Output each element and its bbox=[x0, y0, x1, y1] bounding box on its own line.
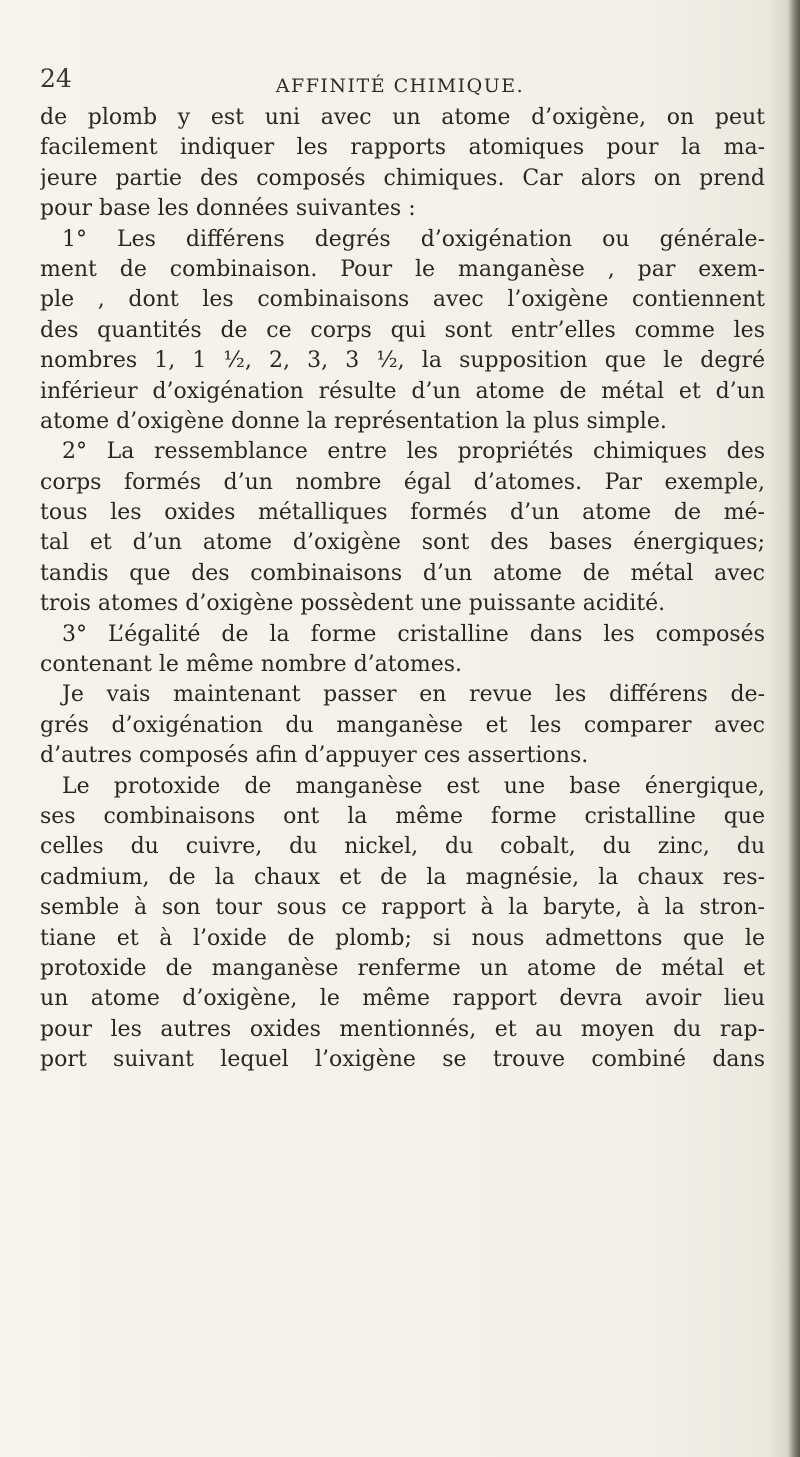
text-line: inférieur d’oxigénation résulte d’un atome de métal et d’un bbox=[40, 378, 765, 404]
text-line: pour base les données suivantes : bbox=[40, 196, 416, 222]
text-line: tal et d’un atome d’oxigène sont des bases énergiques; bbox=[40, 530, 765, 556]
text-line: 1° Les différens degrés d’oxigénation ou générale- bbox=[62, 226, 765, 252]
text-line: jeure partie des composés chimiques. Car alors on prend bbox=[40, 165, 765, 191]
text-line: semble à son tour sous ce rapport à la baryte, à la stron- bbox=[40, 895, 765, 921]
text-line: pour les autres oxides mentionnés, et au moyen du rap- bbox=[40, 1016, 765, 1042]
text-line: port suivant lequel l’oxigène se trouve combiné dans bbox=[40, 1047, 765, 1073]
body-text bbox=[40, 103, 765, 1076]
text-line: 3° L’égalité de la forme cristalline dans les composés bbox=[62, 621, 765, 647]
text-line: nombres 1, 1 ½, 2, 3, 3 ½, la supposition que le degré bbox=[40, 348, 765, 374]
text-line: d’autres composés afin d’appuyer ces assertions. bbox=[40, 743, 589, 769]
text-line: contenant le même nombre d’atomes. bbox=[40, 652, 463, 678]
text-line: de plomb y est uni avec un atome d’oxigène, on peut bbox=[40, 105, 765, 130]
text-line: des quantités de ce corps qui sont entr’elles comme les bbox=[40, 317, 765, 343]
text-line: ment de combinaison. Pour le manganèse , par exem- bbox=[40, 256, 765, 282]
text-line: ple , dont les combinaisons avec l’oxigène contiennent bbox=[40, 287, 765, 313]
running-head: AFFINITÉ CHIMIQUE. bbox=[275, 75, 525, 97]
text-line: Je vais maintenant passer en revue les différens de- bbox=[62, 682, 765, 708]
text-line: tous les oxides métalliques formés d’un atome de mé- bbox=[40, 500, 765, 526]
text-line: tiane et à l’oxide de plomb; si nous admettons que le bbox=[40, 925, 765, 951]
book-spine-edge bbox=[788, 0, 800, 1457]
text-line: facilement indiquer les rapports atomiques pour la ma- bbox=[40, 135, 765, 161]
text-line: celles du cuivre, du nickel, du cobalt, du zinc, du bbox=[40, 834, 765, 860]
text-line: 2° La ressemblance entre les propriétés chimiques des bbox=[62, 439, 765, 465]
text-line: corps formés d’un nombre égal d’atomes. Par exemple, bbox=[40, 469, 765, 495]
text-line: Le protoxide de manganèse est une base énergique, bbox=[62, 773, 765, 799]
text-line: un atome d’oxigène, le même rapport devra avoir lieu bbox=[40, 986, 765, 1012]
text-line: protoxide de manganèse renferme un atome de métal et bbox=[40, 955, 765, 981]
text-line: cadmium, de la chaux et de la magnésie, la chaux res- bbox=[40, 864, 765, 890]
text-line: tandis que des combinaisons d’un atome de métal avec bbox=[40, 560, 765, 586]
page-number: 24 bbox=[40, 64, 72, 93]
text-line: trois atomes d’oxigène possèdent une puissante acidité. bbox=[40, 591, 666, 617]
text-line: ses combinaisons ont la même forme cristalline que bbox=[40, 803, 765, 829]
text-line: grés d’oxigénation du manganèse et les comparer avec bbox=[40, 712, 765, 738]
text-line: atome d’oxigène donne la représentation la plus simple. bbox=[40, 408, 667, 434]
